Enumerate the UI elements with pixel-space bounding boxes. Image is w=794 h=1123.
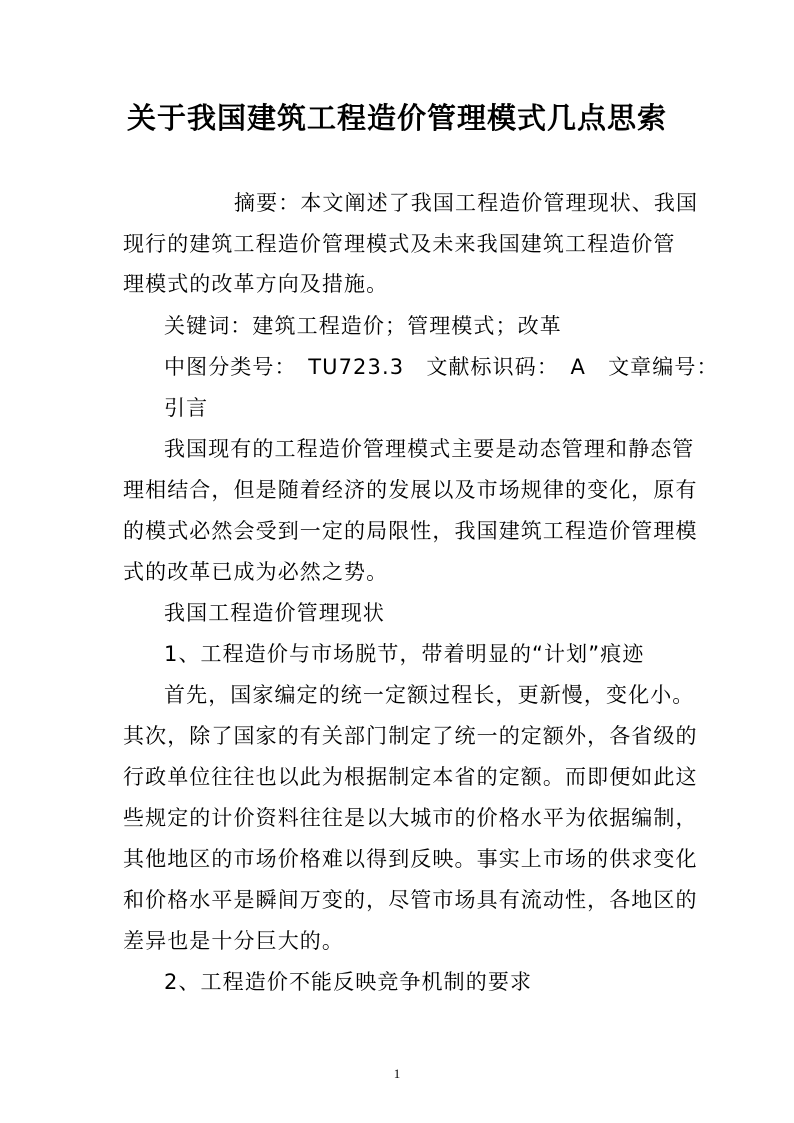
- abstract-line-2: 现行的建筑工程造价管理模式及未来我国建筑工程造价管: [123, 232, 676, 256]
- intro-para-line-1: 我国现有的工程造价管理模式主要是动态管理和静态管: [164, 437, 695, 461]
- intro-para-line-3: 的模式必然会受到一定的局限性，我国建筑工程造价管理模: [123, 519, 698, 543]
- point1-para-line-7: 差异也是十分巨大的。: [123, 929, 344, 953]
- page-number: 1: [393, 1066, 401, 1081]
- point1-para-line-6: 和价格水平是瞬间万变的，尽管市场具有流动性，各地区的: [123, 888, 698, 912]
- classification-line: 中图分类号： TU723.3 文献标识码： A 文章编号：: [164, 355, 719, 379]
- point2-heading: 2、工程造价不能反映竞争机制的要求: [164, 970, 533, 994]
- point1-para-line-1: 首先，国家编定的统一定额过程长，更新慢，变化小。: [164, 683, 695, 707]
- point1-para-line-4: 些规定的计价资料往往是以大城市的价格水平为依据编制，: [123, 806, 698, 830]
- abstract-line-3: 理模式的改革方向及措施。: [123, 272, 389, 296]
- intro-para-line-4: 式的改革已成为必然之势。: [123, 560, 389, 584]
- point1-para-line-2: 其次，除了国家的有关部门制定了统一的定额外，各省级的: [123, 724, 698, 748]
- abstract-line-1: 摘要：本文阐述了我国工程造价管理现状、我国: [234, 191, 699, 215]
- point1-para-line-3: 行政单位往往也以此为根据制定本省的定额。而即便如此这: [123, 765, 698, 789]
- intro-para-line-2: 理相结合，但是随着经济的发展以及市场规律的变化，原有: [123, 478, 698, 502]
- point1-para-line-5: 其他地区的市场价格难以得到反映。事实上市场的供求变化: [123, 847, 698, 871]
- section-heading: 我国工程造价管理现状: [164, 601, 385, 625]
- intro-heading: 引言: [164, 396, 209, 420]
- point1-heading: 1、工程造价与市场脱节，带着明显的“计划”痕迹: [164, 642, 645, 666]
- document-title: 关于我国建筑工程造价管理模式几点思索: [126, 101, 667, 135]
- keywords-line: 关键词：建筑工程造价；管理模式；改革: [164, 314, 562, 338]
